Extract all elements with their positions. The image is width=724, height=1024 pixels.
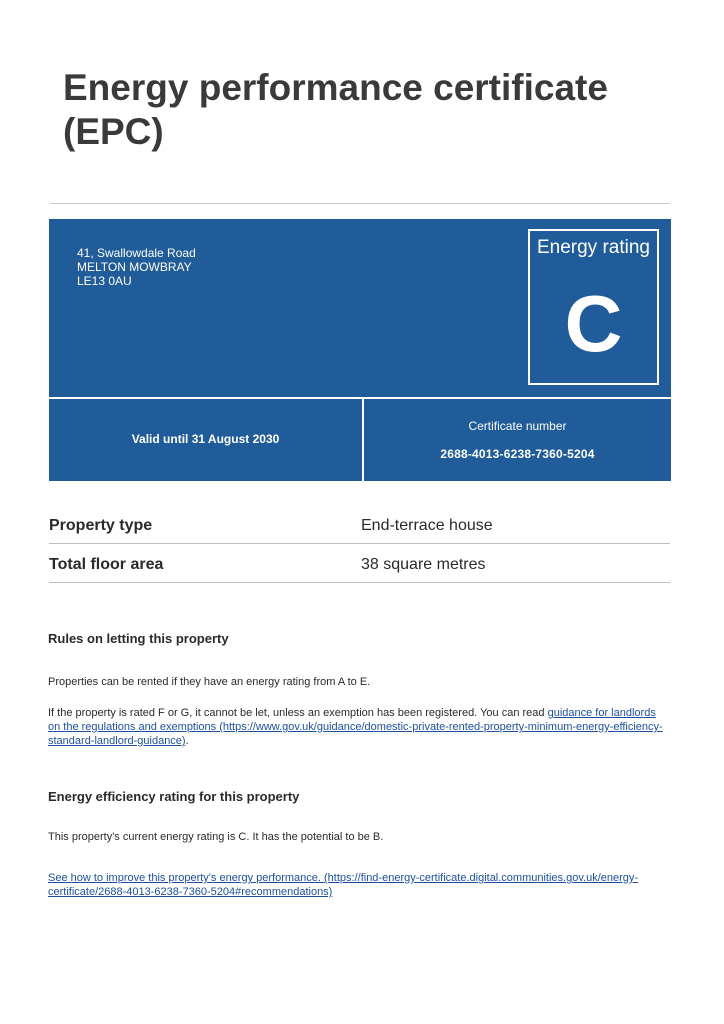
certificate-number-label: Certificate number — [468, 419, 567, 433]
property-type-row — [49, 505, 670, 544]
property-type-value: End-terrace house — [361, 517, 493, 534]
certificate-number: 2688-4013-6238-7360-5204 — [440, 447, 595, 461]
letting-exemption-end: . — [185, 735, 189, 747]
letting-rules-heading: Rules on letting this property — [48, 631, 229, 646]
address-line-1: 41, Swallowdale Road — [77, 246, 196, 260]
certificate-panel — [364, 399, 671, 481]
efficiency-text: This property's current energy rating is C. It has the potential to be B. — [48, 831, 384, 843]
energy-rating-box — [528, 229, 659, 385]
efficiency-heading: Energy efficiency rating for this property — [48, 789, 300, 804]
letting-exemption-text — [48, 706, 663, 748]
valid-until: Valid until 31 August 2030 — [131, 432, 280, 446]
energy-rating-label: Energy rating — [536, 237, 650, 258]
improve-performance-paragraph — [48, 871, 663, 899]
address-rating-panel — [49, 219, 671, 397]
improve-performance-link[interactable]: See how to improve this property's energy performance. (https://find-energy-certificate.digital.communities.gov.uk/energy-certificate/2688-4013-6238-7360-5204#recommendations) — [48, 872, 639, 898]
floor-area-label: Total floor area — [49, 556, 164, 573]
property-type-label: Property type — [49, 517, 153, 534]
property-address — [77, 246, 196, 288]
address-postcode: LE13 0AU — [77, 274, 132, 288]
validity-panel — [49, 399, 362, 481]
letting-rules-text: Properties can be rented if they have an energy rating from A to E. — [48, 676, 371, 688]
letting-exemption-lead: If the property is rated F or G, it cannot be let, unless an exemption has been registered. You can read — [48, 707, 548, 719]
page-title: Energy performance certificate (EPC) — [63, 67, 608, 152]
floor-area-row — [49, 544, 670, 583]
energy-rating-letter: C — [564, 279, 623, 368]
title-divider — [50, 203, 670, 204]
floor-area-value: 38 square metres — [361, 556, 486, 573]
landlord-guidance-link[interactable]: guidance for landlords on the regulations and exemptions (https://www.gov.uk/guidance/domestic-private-rented-property-minimum-energy-efficiency-standard-landlord-guidance) — [48, 707, 663, 747]
address-line-2: MELTON MOWBRAY — [77, 260, 192, 274]
